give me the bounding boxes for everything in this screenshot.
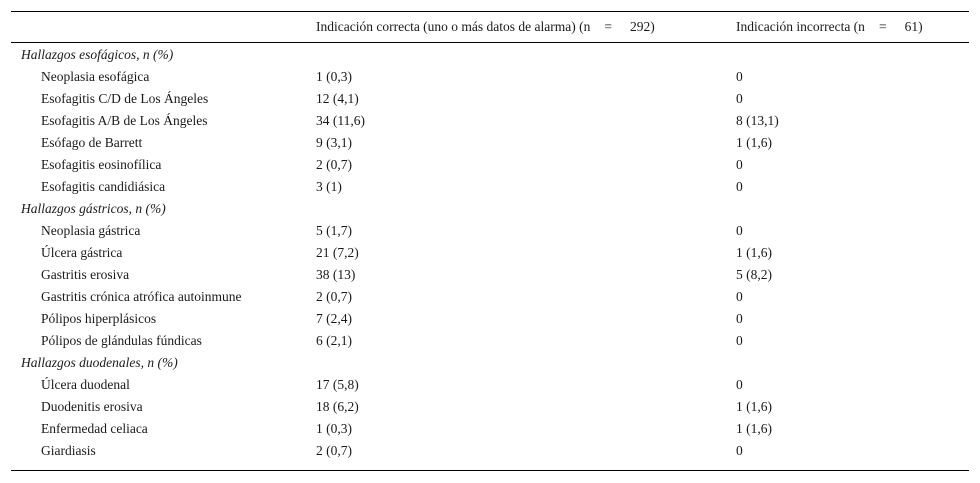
row-incorrect-value: 0	[736, 443, 743, 458]
row-label: Giardiasis	[41, 443, 96, 458]
row-correct-value: 5 (1,7)	[316, 223, 352, 238]
row-correct-value: 34 (11,6)	[316, 113, 365, 128]
row-correct-value: 1 (0,3)	[316, 421, 352, 436]
row-label: Esofagitis A/B de Los Ángeles	[41, 113, 208, 128]
row-incorrect-value: 1 (1,6)	[736, 399, 772, 414]
row-incorrect-value: 0	[736, 333, 743, 348]
section-title: Hallazgos gástricos, n (%)	[21, 201, 166, 216]
row-correct-value: 9 (3,1)	[316, 135, 352, 150]
table-body	[11, 44, 969, 462]
header-correct-eq: =	[604, 19, 613, 34]
table-row	[11, 396, 969, 418]
row-correct-value: 2 (0,7)	[316, 157, 352, 172]
header-correct-n: 292)	[630, 19, 655, 34]
table-row	[11, 176, 969, 198]
row-label: Gastritis erosiva	[41, 267, 130, 282]
row-correct-value: 1 (0,3)	[316, 69, 352, 84]
row-label: Esofagitis candidiásica	[41, 179, 166, 194]
table-row	[11, 418, 969, 440]
table-bottom-rule	[11, 470, 969, 471]
row-label: Neoplasia esofágica	[41, 69, 150, 84]
row-incorrect-value: 0	[736, 289, 743, 304]
row-incorrect-value: 8 (13,1)	[736, 113, 779, 128]
row-incorrect-value: 0	[736, 157, 743, 172]
row-label: Úlcera gástrica	[41, 245, 123, 260]
row-correct-value: 12 (4,1)	[316, 91, 359, 106]
table-row	[11, 440, 969, 462]
row-incorrect-value: 0	[736, 91, 743, 106]
table-row	[11, 308, 969, 330]
table-row	[11, 66, 969, 88]
table-row	[11, 110, 969, 132]
row-correct-value: 7 (2,4)	[316, 311, 352, 326]
row-incorrect-value: 0	[736, 69, 743, 84]
table-row	[11, 330, 969, 352]
table-row	[11, 220, 969, 242]
row-incorrect-value: 1 (1,6)	[736, 135, 772, 150]
section-header-gastric	[11, 198, 969, 220]
row-label: Neoplasia gástrica	[41, 223, 141, 238]
row-correct-value: 6 (2,1)	[316, 333, 352, 348]
row-label: Esofagitis eosinofílica	[41, 157, 162, 172]
section-header-esophageal	[11, 44, 969, 66]
row-label: Úlcera duodenal	[41, 377, 130, 392]
row-correct-value: 2 (0,7)	[316, 289, 352, 304]
table-header-row	[11, 11, 969, 42]
row-label: Duodenitis erosiva	[41, 399, 143, 414]
row-incorrect-value: 5 (8,2)	[736, 267, 772, 282]
row-incorrect-value: 0	[736, 377, 743, 392]
row-correct-value: 38 (13)	[316, 267, 356, 282]
row-label: Pólipos hiperplásicos	[41, 311, 157, 326]
row-label: Enfermedad celiaca	[41, 421, 148, 436]
table-row	[11, 374, 969, 396]
table-row	[11, 154, 969, 176]
row-correct-value: 17 (5,8)	[316, 377, 359, 392]
table-row	[11, 88, 969, 110]
row-incorrect-value: 0	[736, 179, 743, 194]
row-incorrect-value: 1 (1,6)	[736, 421, 772, 436]
header-incorrect-indication	[736, 19, 923, 35]
table-row	[11, 132, 969, 154]
header-incorrect-prefix: Indicación incorrecta (n	[736, 19, 865, 34]
row-label: Pólipos de glándulas fúndicas	[41, 333, 202, 348]
header-incorrect-eq: =	[878, 19, 887, 34]
row-incorrect-value: 1 (1,6)	[736, 245, 772, 260]
row-correct-value: 2 (0,7)	[316, 443, 352, 458]
table-row	[11, 264, 969, 286]
section-title: Hallazgos esofágicos, n (%)	[21, 47, 174, 62]
row-correct-value: 21 (7,2)	[316, 245, 359, 260]
row-correct-value: 3 (1)	[316, 179, 342, 194]
table-row	[11, 242, 969, 264]
row-correct-value: 18 (6,2)	[316, 399, 359, 414]
header-incorrect-n: 61)	[904, 19, 923, 34]
row-label: Esófago de Barrett	[41, 135, 143, 150]
row-incorrect-value: 0	[736, 311, 743, 326]
table-row	[11, 286, 969, 308]
table-header-rule	[11, 42, 969, 43]
header-correct-indication	[316, 19, 655, 35]
section-title: Hallazgos duodenales, n (%)	[21, 355, 178, 370]
header-correct-prefix: Indicación correcta (uno o más datos de alarma) (n	[316, 19, 591, 34]
row-incorrect-value: 0	[736, 223, 743, 238]
row-label: Esofagitis C/D de Los Ángeles	[41, 91, 209, 106]
row-label: Gastritis crónica atrófica autoinmune	[41, 289, 242, 304]
section-header-duodenal	[11, 352, 969, 374]
